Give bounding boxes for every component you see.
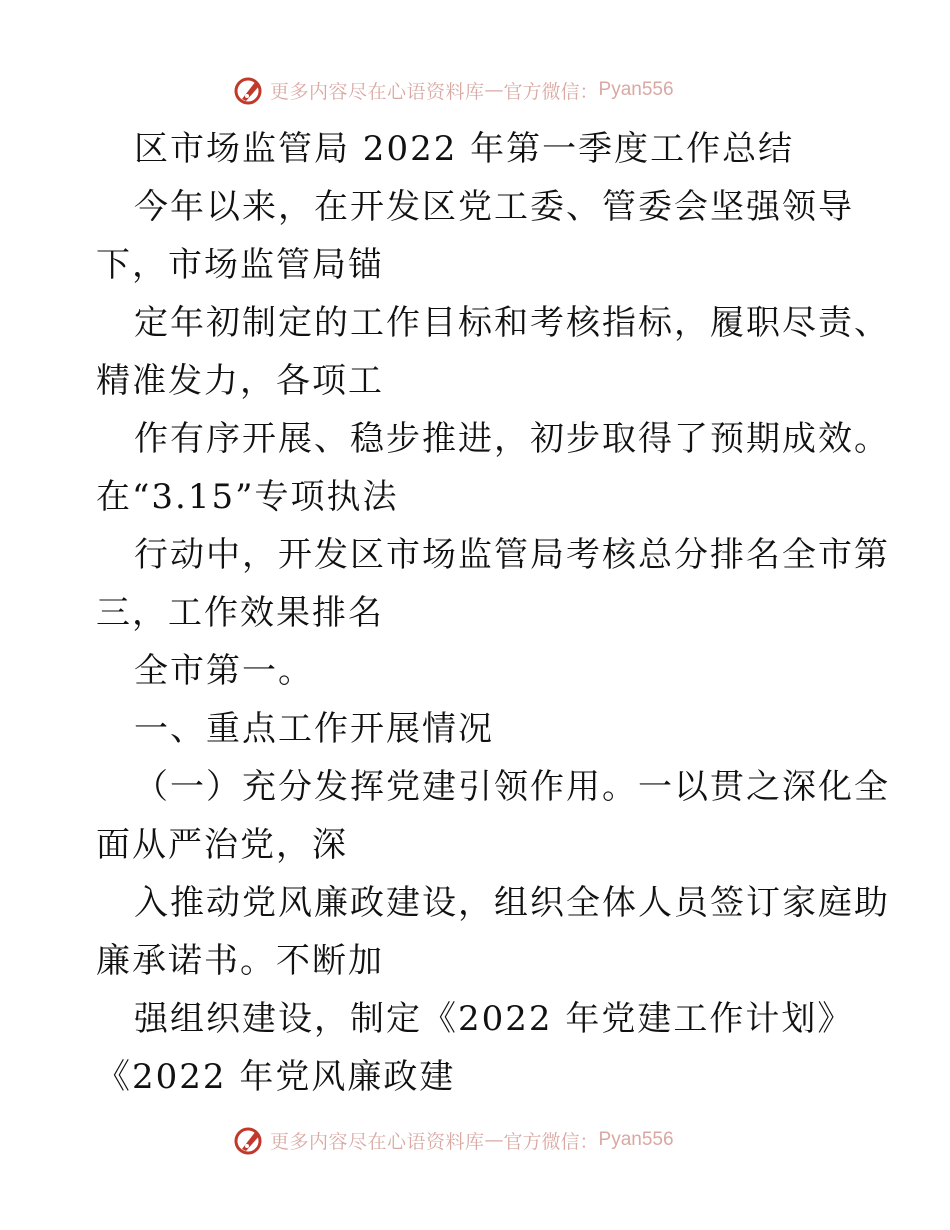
paragraph-line: 面从严治党，深	[96, 825, 348, 865]
paragraph-line: 《2022 年党风廉政建	[96, 1057, 456, 1097]
paragraph-line: 全市第一。	[134, 651, 314, 691]
paragraph-line: 入推动党风廉政建设，组织全体人员签订家庭助	[134, 883, 890, 923]
paragraph-line: 今年以来，在开发区党工委、管委会坚强领导	[134, 187, 854, 227]
paragraph-line: 作有序开展、稳步推进，初步取得了预期成效。	[134, 419, 890, 459]
pen-nib-logo-icon	[232, 1123, 266, 1157]
paragraph-line: 三，工作效果排名	[96, 593, 384, 633]
paragraph-line: 强组织建设，制定《2022 年党建工作计划》	[134, 999, 854, 1039]
paragraph-line: 行动中，开发区市场监管局考核总分排名全市第	[134, 535, 890, 575]
footer-watermark	[232, 1120, 674, 1160]
watermark-wechat-id: Pyan556	[598, 79, 674, 100]
watermark-dash: —	[484, 1129, 504, 1151]
document-body	[96, 120, 890, 1106]
watermark-main-text: 更多内容尽在心语资料库	[270, 80, 485, 103]
paragraph-line: 廉承诺书。不断加	[96, 941, 384, 981]
paragraph-line: 在“3.15”专项执法	[96, 477, 399, 517]
watermark-wechat-id: Pyan556	[598, 1129, 674, 1150]
watermark-wechat-label: 官方微信：	[503, 1130, 599, 1153]
pen-nib-logo-icon	[232, 73, 266, 107]
section-heading: 一、重点工作开展情况	[134, 709, 494, 749]
subsection-heading-line: （一）充分发挥党建引领作用。一以贯之深化全	[134, 767, 890, 807]
paragraph-line: 定年初制定的工作目标和考核指标，履职尽责、	[134, 303, 890, 343]
document-title: 区市场监管局 2022 年第一季度工作总结	[134, 129, 795, 169]
paragraph-line: 精准发力，各项工	[96, 361, 384, 401]
watermark-dash: —	[484, 79, 504, 101]
watermark-wechat-label: 官方微信：	[503, 80, 599, 103]
header-watermark	[232, 70, 674, 110]
watermark-main-text: 更多内容尽在心语资料库	[270, 1130, 485, 1153]
paragraph-line: 下，市场监管局锚	[96, 245, 384, 285]
